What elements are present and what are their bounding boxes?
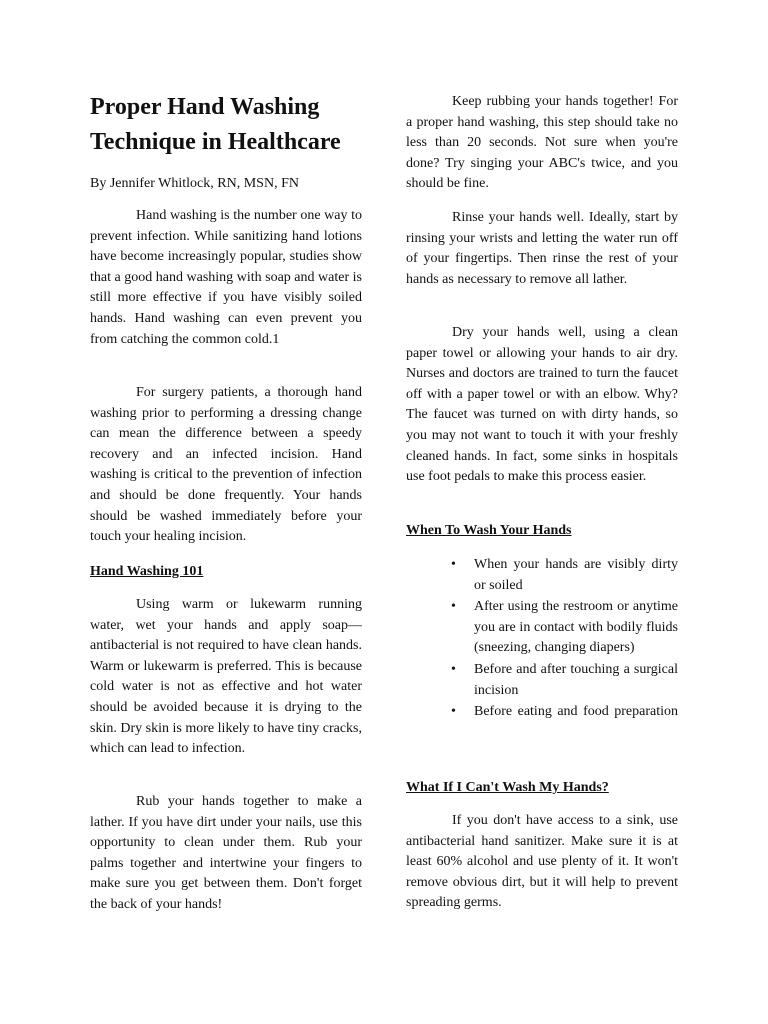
intro-paragraph-2: For surgery patients, a thorough hand washing prior to performing a dressing change can mean the difference between a speedy recovery and an infected incision. Hand washing is critical to the prevention of infection and should be done frequently. Your hands should be washed immediately before your touch your healing incision. [90,385,362,545]
step-paragraph-rub: Keep rubbing your hands together! For a proper hand washing, this step should take no less than 20 seconds. Not sure when you're done? Try singing your ABC's twice, and you should be fine. [406,94,678,192]
list-item: • Before eating and food preparation [474,702,678,723]
list-item: • When your hands are visibly dirty or soiled [474,555,678,596]
step-paragraph-dry: Dry your hands well, using a clean paper towel or allowing your hands to air dry. Nurses and doctors are trained to turn the faucet off with a paper towel or with an elbow. Why? The faucet was turned on with dirty hands, so you may not want to touch it with your freshly cleaned hands. In fact, some sinks in hospitals use foot pedals to make this process easier. [406,325,678,485]
byline: By Jennifer Whitlock, RN, MSN, FN [90,176,299,191]
list-item: • Before and after touching a surgical incision [474,660,678,701]
page-title: Proper Hand Washing Technique in Healthcare [90,94,341,155]
section-heading-hand-washing-101: Hand Washing 101 [90,564,204,579]
step-paragraph-wet: Using warm or lukewarm running water, wet your hands and apply soap—antibacterial is not required to have clean hands. Warm or lukewarm is preferred. This is because cold water is not as effective and hot water should be avoided because it is drying to the skin. Dry skin is more likely to have tiny cracks, which can lead to infection. [90,597,362,757]
section-heading-when-to-wash: When To Wash Your Hands [406,523,572,538]
list-item: • After using the restroom or anytime you are in contact with bodily fluids (sneezing, changing diapers) [474,597,678,659]
step-paragraph-lather: Rub your hands together to make a lather. If you have dirt under your nails, use this opportunity to clean under them. Rub your palms together and intertwine your fingers to make sure you get between them. Don't forget the back of your hands! [90,794,362,912]
when-to-wash-list [474,555,678,724]
intro-paragraph-1: Hand washing is the number one way to prevent infection. While sanitizing hand lotions have become increasingly popular, studies show that a good hand washing with soap and water is still more effective if you have visibly soiled hands. Hand washing can even prevent you from catching the common cold.1 [90,208,362,347]
sanitizer-paragraph: If you don't have access to a sink, use antibacterial hand sanitizer. Make sure it is at least 60% alcohol and use plenty of it. It won't remove obvious dirt, but it will help to prevent spreading germs. [406,813,678,911]
step-paragraph-rinse: Rinse your hands well. Ideally, start by rinsing your wrists and letting the water run off of your fingertips. Then rinse the rest of your hands as necessary to remove all lather. [406,210,678,287]
section-heading-cant-wash: What If I Can't Wash My Hands? [406,780,609,795]
